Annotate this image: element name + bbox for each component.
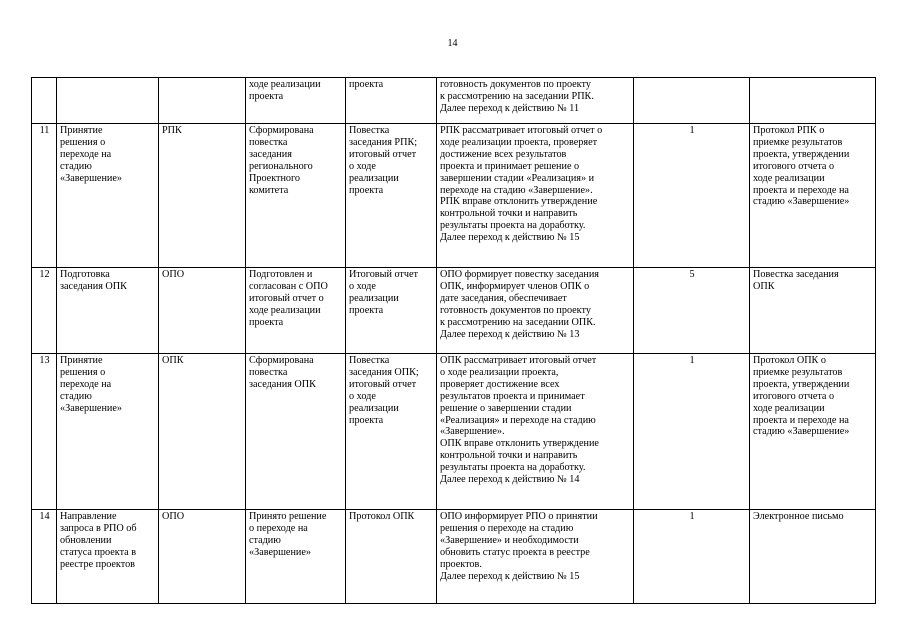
cell-text-line: о ходе реализации проекта, [440,366,559,378]
cell-text-line: результаты проекта на доработку. [440,462,586,474]
cell-text-line: проекта [249,90,284,102]
cell-text-line: Принятие [60,355,103,366]
cell-text-line: Повестка заседания [753,269,839,280]
cell-text-line: 1 [689,355,695,366]
cell-text-line: заседания ОПК [249,378,316,390]
cell-text-line: приемке результатов [753,136,843,148]
cell-text-line: проекта [349,79,384,90]
cell-text-line: «Завершение» и необходимости [440,534,579,546]
cell-text-line: регионального [249,160,313,172]
cell-text-line: Повестка [349,355,390,366]
action-name-cell [57,78,159,124]
cell-text-line: проекта [349,184,384,196]
table-body [32,78,876,604]
cell-text-line: Принято решение [249,511,327,522]
documents-cell [346,78,437,124]
cell-text-line: РПК рассматривает итоговый отчет о [440,125,603,136]
cell-text-line: «Завершение» [60,172,122,184]
cell-text-line: проекта [349,304,384,316]
row-number-cell [32,354,57,510]
page-number: 14 [447,38,458,49]
cell-text-line: достижение всех результатов [440,148,567,160]
responsible-cell [159,124,246,268]
description-cell [437,268,634,354]
cell-text-line: переходе на [60,148,112,160]
cell-text-line: Сформирована [249,125,314,136]
cell-text-line: ходе реализации [753,172,825,184]
duration-cell [634,78,750,124]
table-row [32,124,876,268]
description-cell [437,78,634,124]
table-row [32,354,876,510]
cell-text-line: РПК вправе отклонить утверждение [440,196,598,208]
cell-text-line: итоговый отчет о [249,292,324,304]
cell-text-line: о ходе [349,390,376,402]
duration-cell [634,354,750,510]
cell-text-line: ОПК [162,355,184,366]
cell-text-line: к рассмотрению на заседании ОПК. [440,316,596,328]
cell-text-line: итогового отчета о [753,160,835,172]
cell-text-line: готовность документов по проекту [440,304,591,316]
cell-text-line: проекта и переходе на [753,414,849,426]
cell-text-line: стадию «Завершение» [753,426,850,438]
cell-text-line: комитета [249,184,289,196]
cell-text-line: итогового отчета о [753,390,835,402]
input-result-cell [246,124,346,268]
action-name-cell [57,354,159,510]
cell-text-line: «Завершение» [249,546,311,558]
cell-text-line: «Реализация» и переходе на стадию [440,414,596,426]
cell-text-line: реестре проектов [60,558,135,570]
cell-text-line: заседания РПК; [349,136,418,148]
cell-text-line: «Завершение». [440,426,505,438]
duration-cell [634,268,750,354]
cell-text-line: готовность документов по проекту [440,79,591,90]
cell-text-line: ОПО [162,269,185,280]
duration-cell [634,124,750,268]
cell-text-line: дате заседания, обеспечивает [440,292,567,304]
cell-text-line: проекта, утверждении [753,378,850,390]
cell-text-line: Подготовлен и [249,269,313,280]
cell-text-line: повестка [249,136,288,148]
cell-text-line: заседания [249,148,292,160]
cell-text-line: Далее переход к действию № 11 [440,102,580,114]
cell-text-line: к рассмотрению на заседании РПК. [440,90,594,102]
cell-text-line: решение о завершении стадии [440,402,572,414]
output-cell [750,510,876,604]
cell-text-line: проекта и переходе на [753,184,849,196]
cell-text-line: обновить статус проекта в реестре [440,546,590,558]
cell-text-line: статуса проекта в [60,546,137,558]
cell-text-line: завершении стадии «Реализация» и [440,172,595,184]
cell-text-line: ходе реализации [249,304,321,316]
cell-text-line: согласован с ОПО [249,280,328,292]
cell-text-line: реализации [349,402,399,414]
cell-text-line: Электронное письмо [753,511,844,522]
cell-text-line: ОПО формирует повестку заседания [440,269,599,280]
responsible-cell [159,510,246,604]
cell-text-line: стадию [249,534,281,546]
cell-text-line: Протокол РПК о [753,125,825,136]
table-row [32,510,876,604]
cell-text-line: результатов проекта и принимает [440,390,585,402]
cell-text-line: повестка [249,366,288,378]
cell-text-line: «Завершение» [60,402,122,414]
responsible-cell [159,268,246,354]
cell-text-line: стадию [60,160,92,172]
cell-text-line: 13 [39,355,50,366]
cell-text-line: проверяет достижение всех [440,378,560,390]
cell-text-line: ходе реализации проекта, проверяет [440,136,598,148]
cell-text-line: о ходе [349,280,376,292]
documents-cell [346,268,437,354]
cell-text-line: реализации [349,172,399,184]
cell-text-line: 1 [689,511,695,522]
input-result-cell [246,354,346,510]
table-row [32,78,876,124]
cell-text-line: Повестка [349,125,390,136]
cell-text-line: Итоговый отчет [349,269,418,280]
cell-text-line: реализации [349,292,399,304]
action-name-cell [57,268,159,354]
cell-text-line: 12 [39,269,50,280]
cell-text-line: 14 [39,511,50,522]
cell-text-line: контрольной точки и направить [440,450,578,462]
cell-text-line: переходе на [60,378,112,390]
documents-cell [346,124,437,268]
documents-cell [346,510,437,604]
responsible-cell [159,354,246,510]
cell-text-line: Далее переход к действию № 14 [440,474,580,486]
cell-text-line: Подготовка [60,269,110,280]
cell-text-line: о переходе на [249,522,308,534]
description-cell [437,510,634,604]
cell-text-line: стадию [60,390,92,402]
cell-text-line: проектов. [440,558,482,570]
action-name-cell [57,124,159,268]
cell-text-line: решения о [60,136,106,148]
cell-text-line: 1 [689,125,695,136]
cell-text-line: приемке результатов [753,366,843,378]
cell-text-line: проекта и принимает решение о [440,160,580,172]
cell-text-line: ОПК, информирует членов ОПК о [440,280,590,292]
cell-text-line: проекта [249,316,284,328]
process-table [31,77,876,604]
table-row [32,268,876,354]
cell-text-line: ходе реализации [753,402,825,414]
cell-text-line: результаты проекта на доработку. [440,220,586,232]
output-cell [750,354,876,510]
row-number-cell [32,124,57,268]
cell-text-line: заседания ОПК; [349,366,419,378]
cell-text-line: заседания ОПК [60,280,127,292]
cell-text-line: итоговый отчет [349,378,417,390]
cell-text-line: Принятие [60,125,103,136]
output-cell [750,268,876,354]
cell-text-line: 5 [689,269,695,280]
input-result-cell [246,268,346,354]
cell-text-line: ОПО информирует РПО о принятии [440,511,598,522]
row-number-cell [32,510,57,604]
cell-text-line: решения о переходе на стадию [440,522,574,534]
cell-text-line: ходе реализации [249,79,321,90]
cell-text-line: Направление [60,511,117,522]
input-result-cell [246,510,346,604]
cell-text-line: проекта, утверждении [753,148,850,160]
documents-cell [346,354,437,510]
cell-text-line: Протокол ОПК [349,511,415,522]
description-cell [437,124,634,268]
cell-text-line: Сформирована [249,355,314,366]
cell-text-line: Далее переход к действию № 15 [440,232,580,244]
cell-text-line: стадию «Завершение» [753,196,850,208]
cell-text-line: проекта [349,414,384,426]
output-cell [750,124,876,268]
cell-text-line: обновлении [60,534,112,546]
cell-text-line: итоговый отчет [349,148,417,160]
cell-text-line: Протокол ОПК о [753,355,826,366]
cell-text-line: Далее переход к действию № 13 [440,328,580,340]
responsible-cell [159,78,246,124]
input-result-cell [246,78,346,124]
cell-text-line: переходе на стадию «Завершение». [440,184,593,196]
row-number-cell [32,78,57,124]
cell-text-line: ОПК вправе отклонить утверждение [440,438,599,450]
cell-text-line: ОПК [753,280,775,292]
cell-text-line: 11 [39,125,50,136]
cell-text-line: Далее переход к действию № 15 [440,570,580,582]
cell-text-line: ОПК рассматривает итоговый отчет [440,355,597,366]
cell-text-line: ОПО [162,511,185,522]
output-cell [750,78,876,124]
cell-text-line: контрольной точки и направить [440,208,578,220]
row-number-cell [32,268,57,354]
action-name-cell [57,510,159,604]
cell-text-line: Проектного [249,172,301,184]
description-cell [437,354,634,510]
cell-text-line: запроса в РПО об [60,522,137,534]
cell-text-line: о ходе [349,160,376,172]
cell-text-line: решения о [60,366,106,378]
cell-text-line: РПК [162,125,182,136]
duration-cell [634,510,750,604]
